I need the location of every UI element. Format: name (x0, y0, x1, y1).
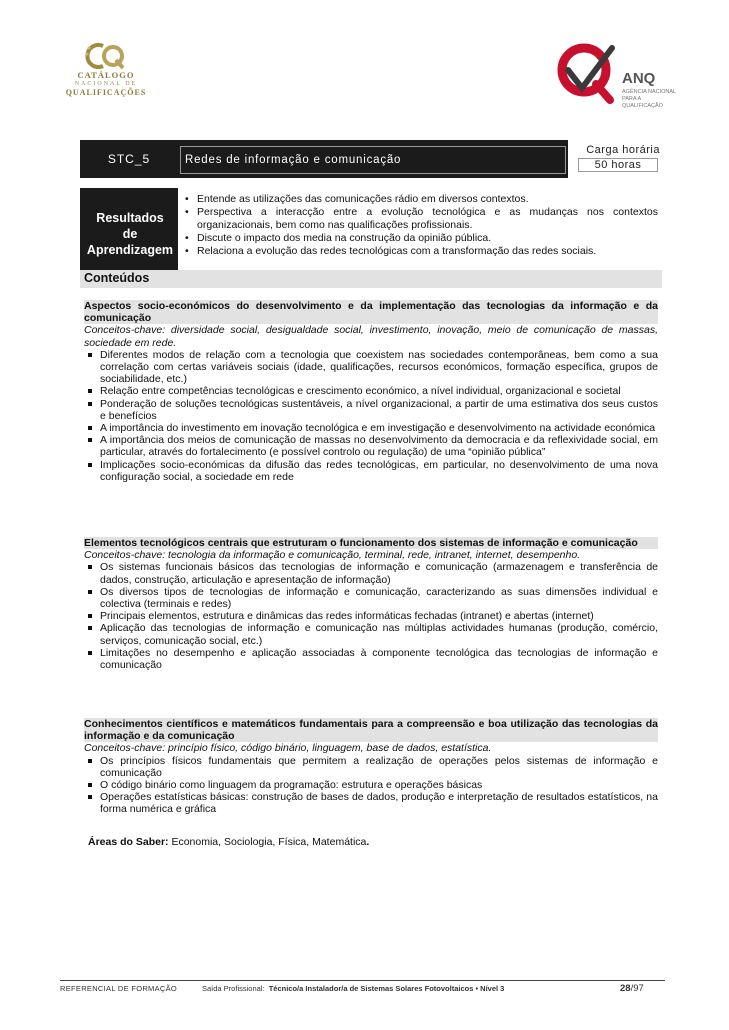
page-total: /97 (630, 983, 644, 994)
areas-saber-label: Áreas do Saber: (88, 836, 169, 848)
resultados-label-line: Aprendizagem (86, 243, 174, 257)
page-number (620, 983, 644, 994)
section-list (84, 349, 658, 483)
areas-saber (88, 836, 369, 848)
content-section-2 (84, 537, 658, 671)
conteudos-label: Conteúdos (84, 271, 150, 285)
page-current: 28 (620, 983, 631, 994)
list-item: Diferentes modos de relação com a tecnologia que coexistem nas sociedades contemporâneas, bem como a sua correlação com certas variáveis sociais (idade, qualificações, recursos económicos, formação específica, grupos de sociabilidade, etc.) (84, 349, 658, 386)
section-heading: Conhecimentos científicos e matemáticos fundamentais para a compreensão e boa utilização das tecnologias da informação e da comunicação (84, 718, 658, 743)
list-item: Ponderação de soluções tecnológicas sustentáveis, a nível organizacional, a partir de uma estimativa dos seus custos e benefícios (84, 398, 658, 422)
resultados-label-line: de (122, 227, 138, 241)
list-item: Os diversos tipos de tecnologias de informação e comunicação, caracterizando as suas dimensões individual e colectiva (terminais e redes) (84, 586, 658, 610)
content-section-3 (84, 718, 658, 816)
content-section-1 (84, 300, 658, 483)
resultados-list (182, 193, 658, 258)
section-keywords: Conceitos-chave: princípio físico, código binário, linguagem, base de dados, estatística. (84, 742, 492, 755)
list-item: • Discute o impacto dos media na construção da opinião pública. (182, 232, 658, 245)
hours-label: Carga horária (586, 144, 660, 156)
section-heading: Aspectos socio-económicos do desenvolvimento e da implementação das tecnologias da informação e da comunicação (84, 300, 658, 325)
anq-subtitle: AGÊNCIA NACIONAL PARA A QUALIFICAÇÃO (622, 89, 676, 109)
areas-saber-end: . (366, 836, 370, 848)
resultados-label-line: Resultados (96, 211, 164, 225)
hours-value: 50 horas (578, 158, 658, 172)
list-item: A importância dos meios de comunicação de massas no desenvolvimento da democracia e da reflexividade social, em particular, através do fortalecimento (e possível controlo ou regulação) de uma “opinião pública” (84, 434, 658, 458)
catalogo-logo (64, 42, 148, 108)
resultados-label (84, 210, 176, 258)
section-list (84, 755, 658, 816)
section-keywords: Conceitos-chave: tecnologia da informação e comunicação, terminal, rede, intranet, internet, desempenho. (84, 549, 581, 562)
footer-saida-profissional (202, 984, 504, 993)
list-item: Implicações socio-económicas da difusão das redes tecnológicas, em particular, no desenvolvimento de uma nova configuração social, a sociedade em rede (84, 459, 658, 483)
list-item: Limitações no desempenho e aplicação associadas à componente tecnológica das tecnologias de informação e comunicação (84, 647, 658, 671)
list-item: Os sistemas funcionais básicos das tecnologias de informação e comunicação (armazenagem e transferência de dados, construção, articulação e apresentação de informação) (84, 561, 658, 585)
list-item: • Relaciona a evolução das redes tecnológicas com a transformação das redes sociais. (182, 245, 658, 258)
footer-referencial: REFERENCIAL DE FORMAÇÃO (60, 984, 178, 993)
anq-logo (556, 40, 674, 112)
list-item: A importância do investimento em inovação tecnológica e em investigação e desenvolvimento na actividade económica (84, 422, 658, 434)
list-item: • Perspectiva a interacção entre a evolução tecnológica e as mudanças nos contextos organizacionais, bem como nas qualificações profissionais. (182, 206, 658, 232)
list-item: Os princípios físicos fundamentais que permitem a realização de operações pelos sistemas de informação e comunicação (84, 755, 658, 779)
section-list (84, 561, 658, 671)
footer-divider (60, 980, 665, 981)
cq-logo-icon (83, 42, 129, 70)
cq-logo-line2: NACIONAL DE (74, 81, 138, 87)
module-code: STC_5 (107, 152, 151, 166)
list-item: Aplicação das tecnologias de informação e comunicação nas múltiplas actividades humanas (produção, comércio, serviços, comunicação social, etc.) (84, 622, 658, 646)
module-title: Redes de informação e comunicação (180, 146, 566, 174)
section-heading: Elementos tecnológicos centrais que estruturam o funcionamento dos sistemas de informação e comunicação (84, 537, 658, 549)
footer-saida-label: Saída Profissional: (202, 984, 265, 993)
section-keywords: Conceitos-chave: diversidade social, desigualdade social, investimento, inovação, meio de comunicação de massas, sociedade em rede. (84, 324, 658, 349)
list-item: Operações estatísticas básicas: construção de bases de dados, produção e interpretação de resultados estatísticos, na forma numérica e gráfica (84, 791, 658, 815)
list-item: O código binário como linguagem da programação: estrutura e operações básicas (84, 779, 658, 791)
list-item: Principais elementos, estrutura e dinâmicas das redes informáticas fechadas (intranet) e abertas (internet) (84, 610, 658, 622)
cq-logo-line3: QUALIFICAÇÕES (65, 88, 147, 97)
areas-saber-value: Economia, Sociologia, Física, Matemática (171, 836, 367, 848)
footer-saida-value: Técnico/a Instalador/a de Sistemas Solares Fotovoltaicos • Nível 3 (268, 984, 505, 993)
anq-title: ANQ (622, 70, 656, 87)
cq-logo-line1: CATÁLOGO (77, 70, 135, 80)
list-item: Relação entre competências tecnológicas e crescimento económico, a nível individual, organizacional e societal (84, 385, 658, 397)
list-item: • Entende as utilizações das comunicações rádio em diversos contextos. (182, 193, 658, 206)
anq-logo-icon (556, 40, 620, 106)
conteudos-band (80, 270, 662, 288)
